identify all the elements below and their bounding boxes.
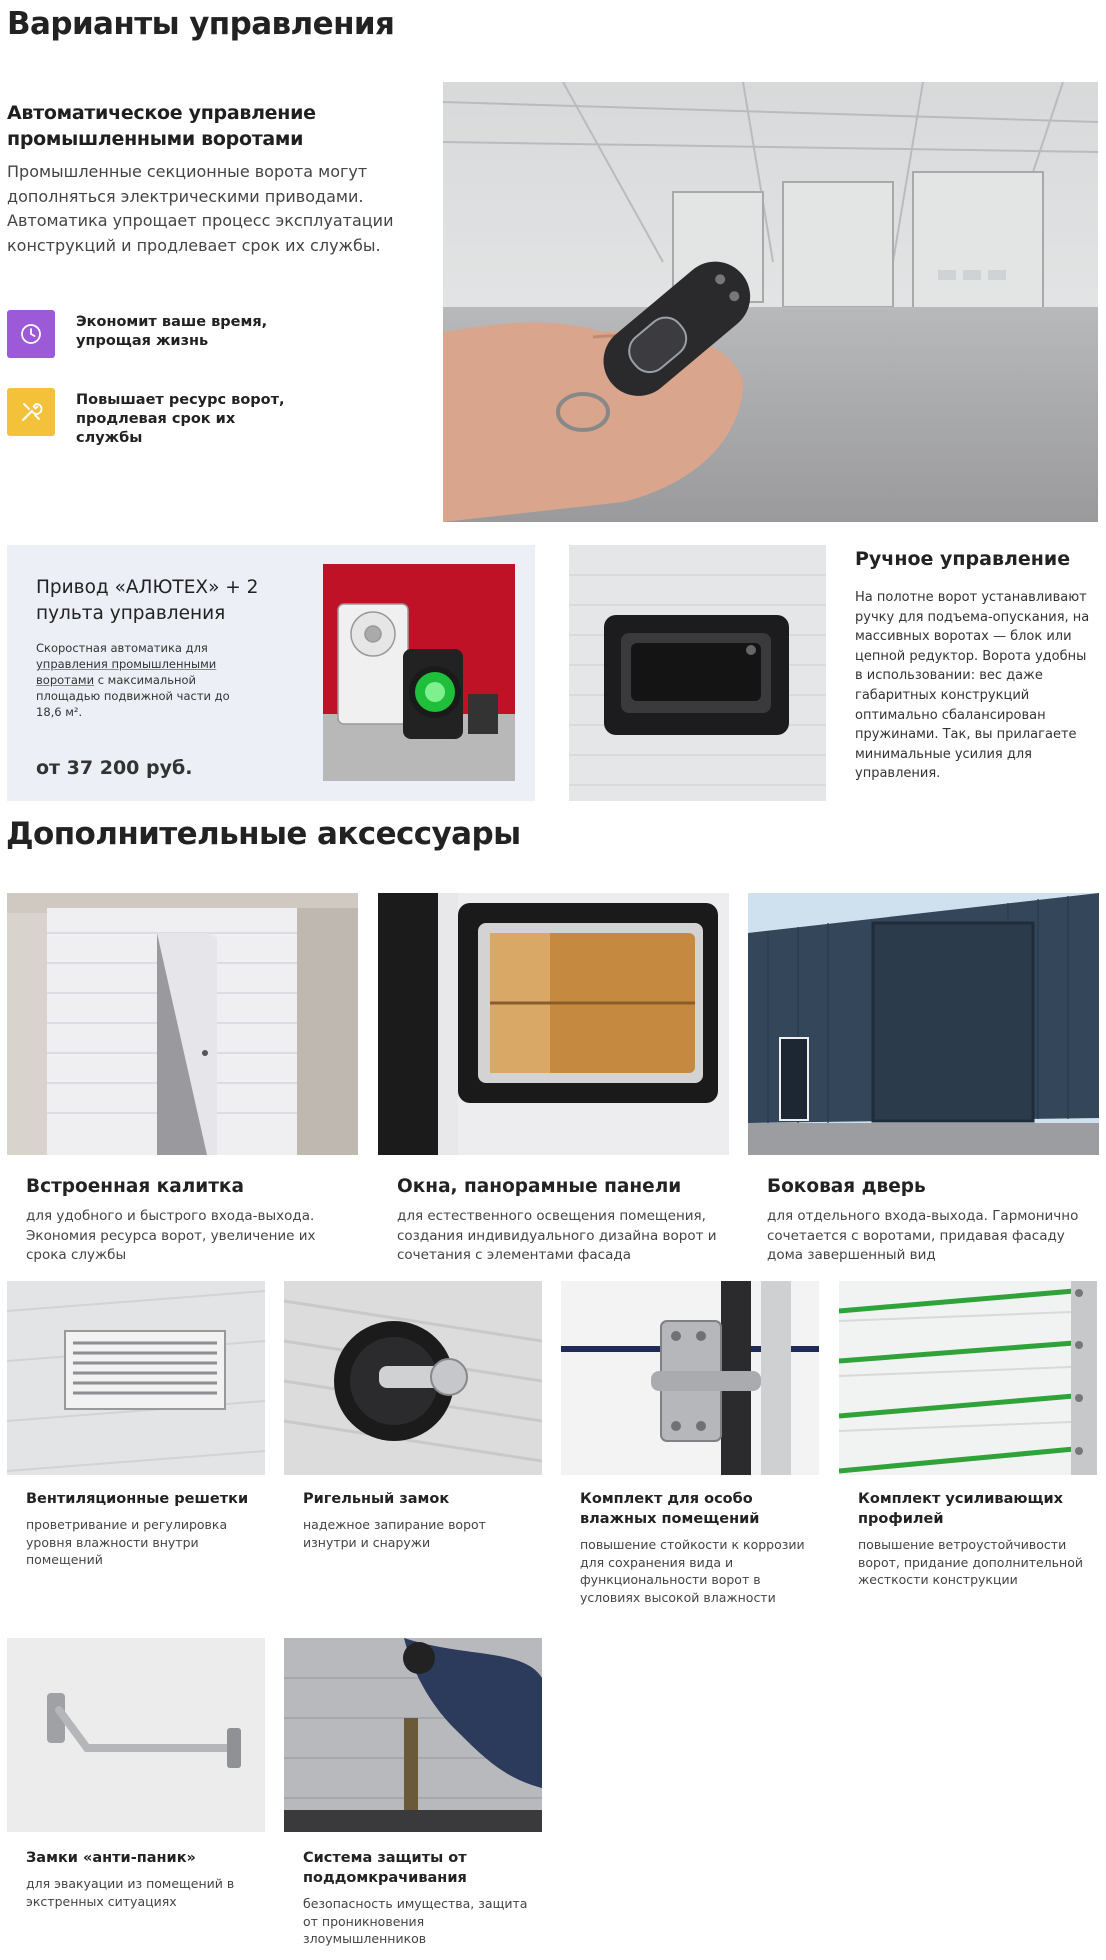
anti-jack-system-photo — [284, 1638, 542, 1832]
accessory-title: Ригельный замок — [303, 1491, 450, 1507]
accessory-description: для естественного освещения помещения, создания индивидуального дизайна ворот и сочетания с элементами фасада — [397, 1208, 717, 1263]
benefit-text: Повышает ресурс ворот, продлевая срок их службы — [76, 392, 285, 446]
door-handle-photo — [569, 545, 826, 801]
ventilation-grille-photo — [7, 1281, 265, 1475]
benefit-item — [7, 310, 296, 358]
bolt-lock-photo — [284, 1281, 542, 1475]
section-heading-control: Варианты управления — [7, 6, 395, 42]
privod-offer-card[interactable] — [7, 545, 535, 801]
privod-title: Привод «АЛЮТЕХ» + 2 пульта управления — [36, 577, 259, 624]
accessory-description: для отдельного входа-выхода. Гармонично сочетается с воротами, придавая фасаду дома завершенный вид — [767, 1208, 1079, 1263]
auto-control-title: Автоматическое управление промышленными воротами — [7, 102, 316, 150]
accessory-description: повышение стойкости к коррозии для сохранения вида и функциональности ворот в условиях высокой влажности — [580, 1537, 805, 1605]
accessory-title: Окна, панорамные панели — [397, 1176, 682, 1197]
accessory-title: Комплект для особо влажных помещений — [580, 1491, 760, 1527]
privod-desc-post: с максимальной площадью подвижной части до 18,6 м². — [36, 673, 230, 719]
accessory-title: Система защиты от поддомкрачивания — [303, 1850, 467, 1886]
accessory-description: для эвакуации из помещений в экстренных ситуациях — [26, 1876, 235, 1909]
accessory-description: для удобного и быстрого входа-выхода. Экономия ресурса ворот, увеличение их срока службы — [26, 1208, 316, 1263]
privod-desc-pre: Скоростная автоматика для — [36, 641, 208, 655]
accessory-description: надежное запирание ворот изнутри и снаружи — [303, 1517, 486, 1550]
accessory-description: безопасность имущества, защита от проникновения злоумышленников — [303, 1896, 528, 1946]
privod-description — [36, 640, 236, 720]
tools-icon — [7, 388, 55, 436]
accessory-title: Замки «анти-паник» — [26, 1850, 196, 1866]
benefit-item — [7, 388, 296, 448]
reinforcing-profiles-photo — [839, 1281, 1097, 1475]
accessory-title: Вентиляционные решетки — [26, 1491, 249, 1507]
benefit-text: Экономит ваше время, упрощая жизнь — [76, 314, 268, 349]
panoramic-window-photo — [378, 893, 729, 1155]
remote-control-photo — [443, 82, 1098, 522]
anti-panic-lock-photo — [7, 1638, 265, 1832]
humid-kit-hinge-photo — [561, 1281, 819, 1475]
privod-photo — [323, 564, 515, 781]
side-door-photo — [748, 893, 1099, 1155]
accessory-title: Комплект усиливающих профилей — [858, 1491, 1064, 1527]
wicket-door-photo — [7, 893, 358, 1155]
section-heading-accessories: Дополнительные аксессуары — [6, 816, 521, 852]
accessory-description: проветривание и регулировка уровня влажности внутри помещений — [26, 1517, 228, 1567]
privod-price: от 37 200 руб. — [36, 757, 193, 779]
privod-desc-link[interactable]: управления промышленными воротами — [36, 657, 217, 687]
manual-control-title: Ручное управление — [855, 548, 1071, 570]
accessory-title: Встроенная калитка — [26, 1176, 244, 1197]
clock-icon — [7, 310, 55, 358]
accessory-description: повышение ветроустойчивости ворот, придание дополнительной жесткости конструкции — [858, 1537, 1083, 1587]
accessory-title: Боковая дверь — [767, 1176, 926, 1197]
auto-control-description: Промышленные секционные ворота могут дополняться электрическими приводами. Автоматика упрощает процесс эксплуатации конструкций и продлевает срок их службы. — [7, 162, 394, 255]
manual-control-description: На полотне ворот устанавливают ручку для подъема-опускания, на массивных воротах — блок или цепной редуктор. Ворота удобны в использовании: вес даже габаритных конструкций оптимально сбалансирован пружинами. Так, вы прилагаете минимальные усилия для управления. — [855, 590, 1090, 782]
